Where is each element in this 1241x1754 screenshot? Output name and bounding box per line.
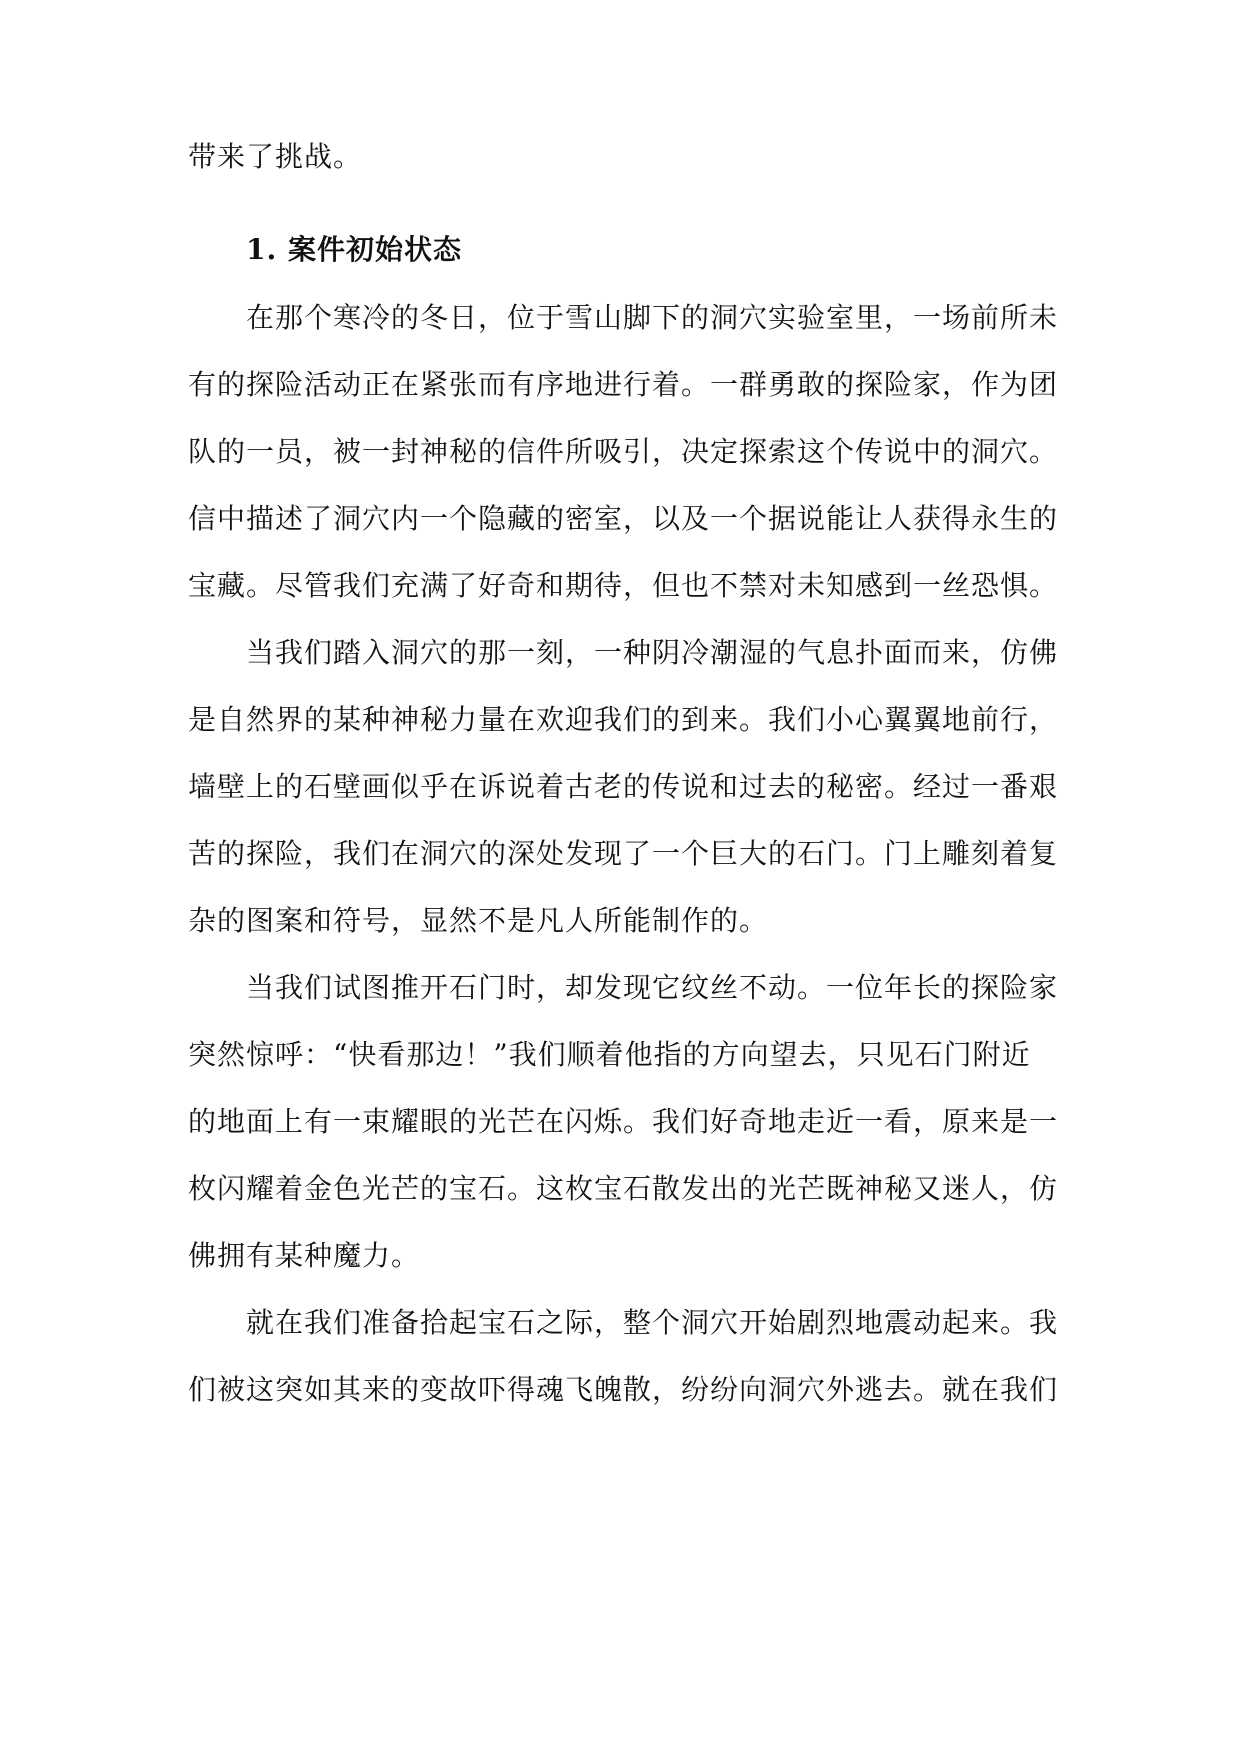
paragraph-line: 就在我们准备拾起宝石之际，整个洞穴开始剧烈地震动起来。我 xyxy=(246,1306,1059,1339)
paragraph-line: 杂的图案和符号，显然不是凡人所能制作的。 xyxy=(188,904,769,937)
paragraph-line: 突然惊呼：“快看那边！”我们顺着他指的方向望去，只见石门附近 xyxy=(188,1038,1031,1071)
paragraph-line: 苦的探险，我们在洞穴的深处发现了一个巨大的石门。门上雕刻着复 xyxy=(188,837,1059,870)
paragraph-line: 当我们试图推开石门时，却发现它纹丝不动。一位年长的探险家 xyxy=(246,971,1059,1004)
paragraph-line: 有的探险活动正在紧张而有序地进行着。一群勇敢的探险家，作为团 xyxy=(188,368,1059,401)
paragraph-line: 的地面上有一束耀眼的光芒在闪烁。我们好奇地走近一看，原来是一 xyxy=(188,1105,1059,1138)
section-heading: 1. 案件初始状态 xyxy=(246,233,462,266)
paragraph-line: 墙壁上的石壁画似乎在诉说着古老的传说和过去的秘密。经过一番艰 xyxy=(188,770,1059,803)
paragraph-line: 在那个寒冷的冬日，位于雪山脚下的洞穴实验室里，一场前所未 xyxy=(246,301,1059,334)
paragraph-line: 们被这突如其来的变故吓得魂飞魄散，纷纷向洞穴外逃去。就在我们 xyxy=(188,1373,1059,1406)
paragraph-line: 佛拥有某种魔力。 xyxy=(188,1239,421,1272)
paragraph-line: 信中描述了洞穴内一个隐藏的密室，以及一个据说能让人获得永生的 xyxy=(188,502,1059,535)
continuation-line: 带来了挑战。 xyxy=(188,140,363,173)
paragraph-line: 队的一员，被一封神秘的信件所吸引，决定探索这个传说中的洞穴。 xyxy=(188,435,1059,468)
paragraph-line: 是自然界的某种神秘力量在欢迎我们的到来。我们小心翼翼地前行， xyxy=(188,703,1059,736)
paragraph-line: 宝藏。尽管我们充满了好奇和期待，但也不禁对未知感到一丝恐惧。 xyxy=(188,569,1059,602)
paragraph-line: 枚闪耀着金色光芒的宝石。这枚宝石散发出的光芒既神秘又迷人，仿 xyxy=(188,1172,1059,1205)
paragraph-line: 当我们踏入洞穴的那一刻，一种阴冷潮湿的气息扑面而来，仿佛 xyxy=(246,636,1059,669)
